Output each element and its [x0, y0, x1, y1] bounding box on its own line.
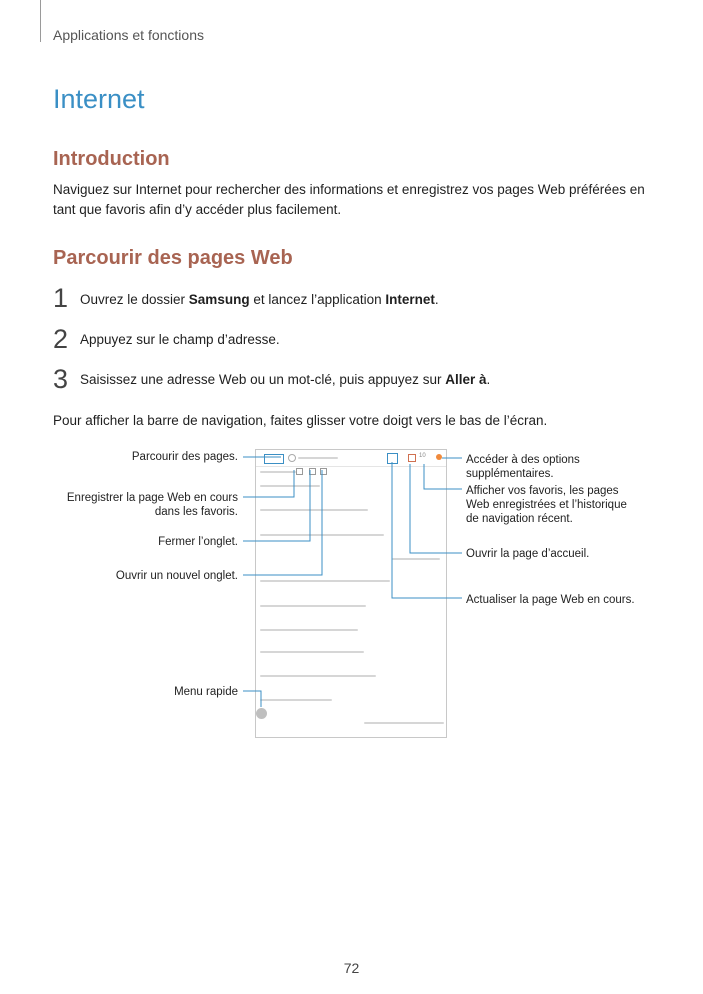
step-2-number: 2 [53, 324, 69, 354]
intro-line-2: tant que favoris afin d’y accéder plus facilement. [53, 202, 342, 217]
label-more-options-line-1: Accéder à des options [466, 454, 580, 466]
label-refresh: Actualiser la page Web en cours. [466, 594, 635, 606]
step-1-number: 1 [53, 283, 69, 313]
step-1-internet: Internet [385, 292, 435, 307]
label-bookmark-line-2: dans les favoris. [154, 506, 238, 518]
label-home: Ouvrir la page d’accueil. [466, 548, 590, 560]
callout-line-close-tab [243, 470, 310, 541]
step-3-post: . [486, 372, 491, 387]
step-1-mid: et lancez l’application [249, 292, 386, 307]
callout-line-home [410, 464, 462, 553]
step-1-pre: Ouvrez le dossier [80, 292, 189, 307]
step-3-number: 3 [53, 364, 69, 394]
label-quick-menu: Menu rapide [174, 686, 238, 698]
label-favorites-line-2: Web enregistrées et l’historique [466, 499, 627, 511]
callout-line-refresh [392, 462, 462, 598]
page-number: 72 [343, 960, 360, 976]
intro-heading: Introduction [53, 148, 170, 170]
label-more-options-line-2: supplémentaires. [466, 468, 554, 480]
step-2-text: Appuyez sur le champ d’adresse. [80, 332, 280, 347]
label-close-tab: Fermer l’onglet. [158, 536, 238, 548]
browse-heading: Parcourir des pages Web [53, 247, 293, 269]
label-favorites-line-3: de navigation récent. [466, 513, 573, 525]
tab-count[interactable]: 10 [419, 453, 426, 459]
step-3-pre: Saisissez une adresse Web ou un mot-clé, puis appuyez sur [80, 372, 446, 387]
callout-line-bookmark [243, 470, 294, 497]
label-bookmark-line-1: Enregistrer la page Web en cours [66, 492, 238, 504]
label-favorites-line-1: Afficher vos favoris, les pages [466, 485, 619, 497]
page-title: Internet [53, 84, 145, 114]
callout-line-favorites [424, 464, 462, 489]
navigation-note: Pour afficher la barre de navigation, faites glisser votre doigt vers le bas de l’écran. [53, 413, 548, 428]
label-browse-pages: Parcourir des pages. [131, 451, 238, 463]
intro-line-1: Naviguez sur Internet pour rechercher des informations et enregistrez vos pages Web préférées en [53, 182, 645, 197]
section-header: Applications et fonctions [53, 27, 204, 43]
callout-line-quick-menu [243, 691, 261, 707]
step-1-post: . [434, 292, 439, 307]
step-1-samsung: Samsung [188, 292, 250, 307]
step-3-go: Aller à [445, 372, 487, 387]
label-new-tab: Ouvrir un nouvel onglet. [115, 570, 238, 582]
